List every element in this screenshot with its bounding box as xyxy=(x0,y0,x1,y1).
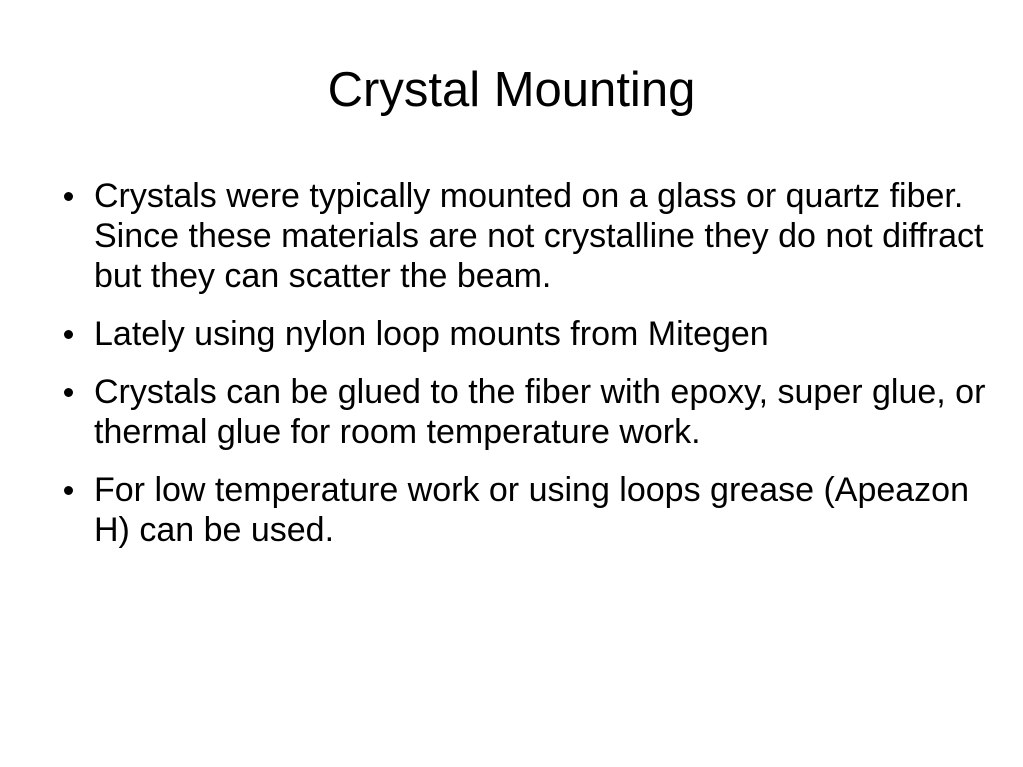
bullet-dot-icon xyxy=(64,388,73,397)
bullet-text: Crystals can be glued to the fiber with epoxy, super glue, or thermal glue for room temperature work. xyxy=(94,373,986,451)
bullet-item xyxy=(58,372,988,452)
bullet-item xyxy=(58,314,988,354)
slide-title: Crystal Mounting xyxy=(327,63,696,117)
bullet-text: Lately using nylon loop mounts from Mitegen xyxy=(94,315,769,353)
bullet-text: For low temperature work or using loops grease (Apeazon H) can be used. xyxy=(94,471,969,549)
bullet-item xyxy=(58,176,988,296)
bullet-dot-icon xyxy=(64,330,73,339)
bullet-item xyxy=(58,470,988,550)
bullet-text: Crystals were typically mounted on a glass or quartz fiber. Since these materials are not crystalline they do not diffract but they can scatter the beam. xyxy=(94,177,984,295)
bullet-list xyxy=(58,176,988,568)
bullet-dot-icon xyxy=(64,192,73,201)
bullet-dot-icon xyxy=(64,486,73,495)
